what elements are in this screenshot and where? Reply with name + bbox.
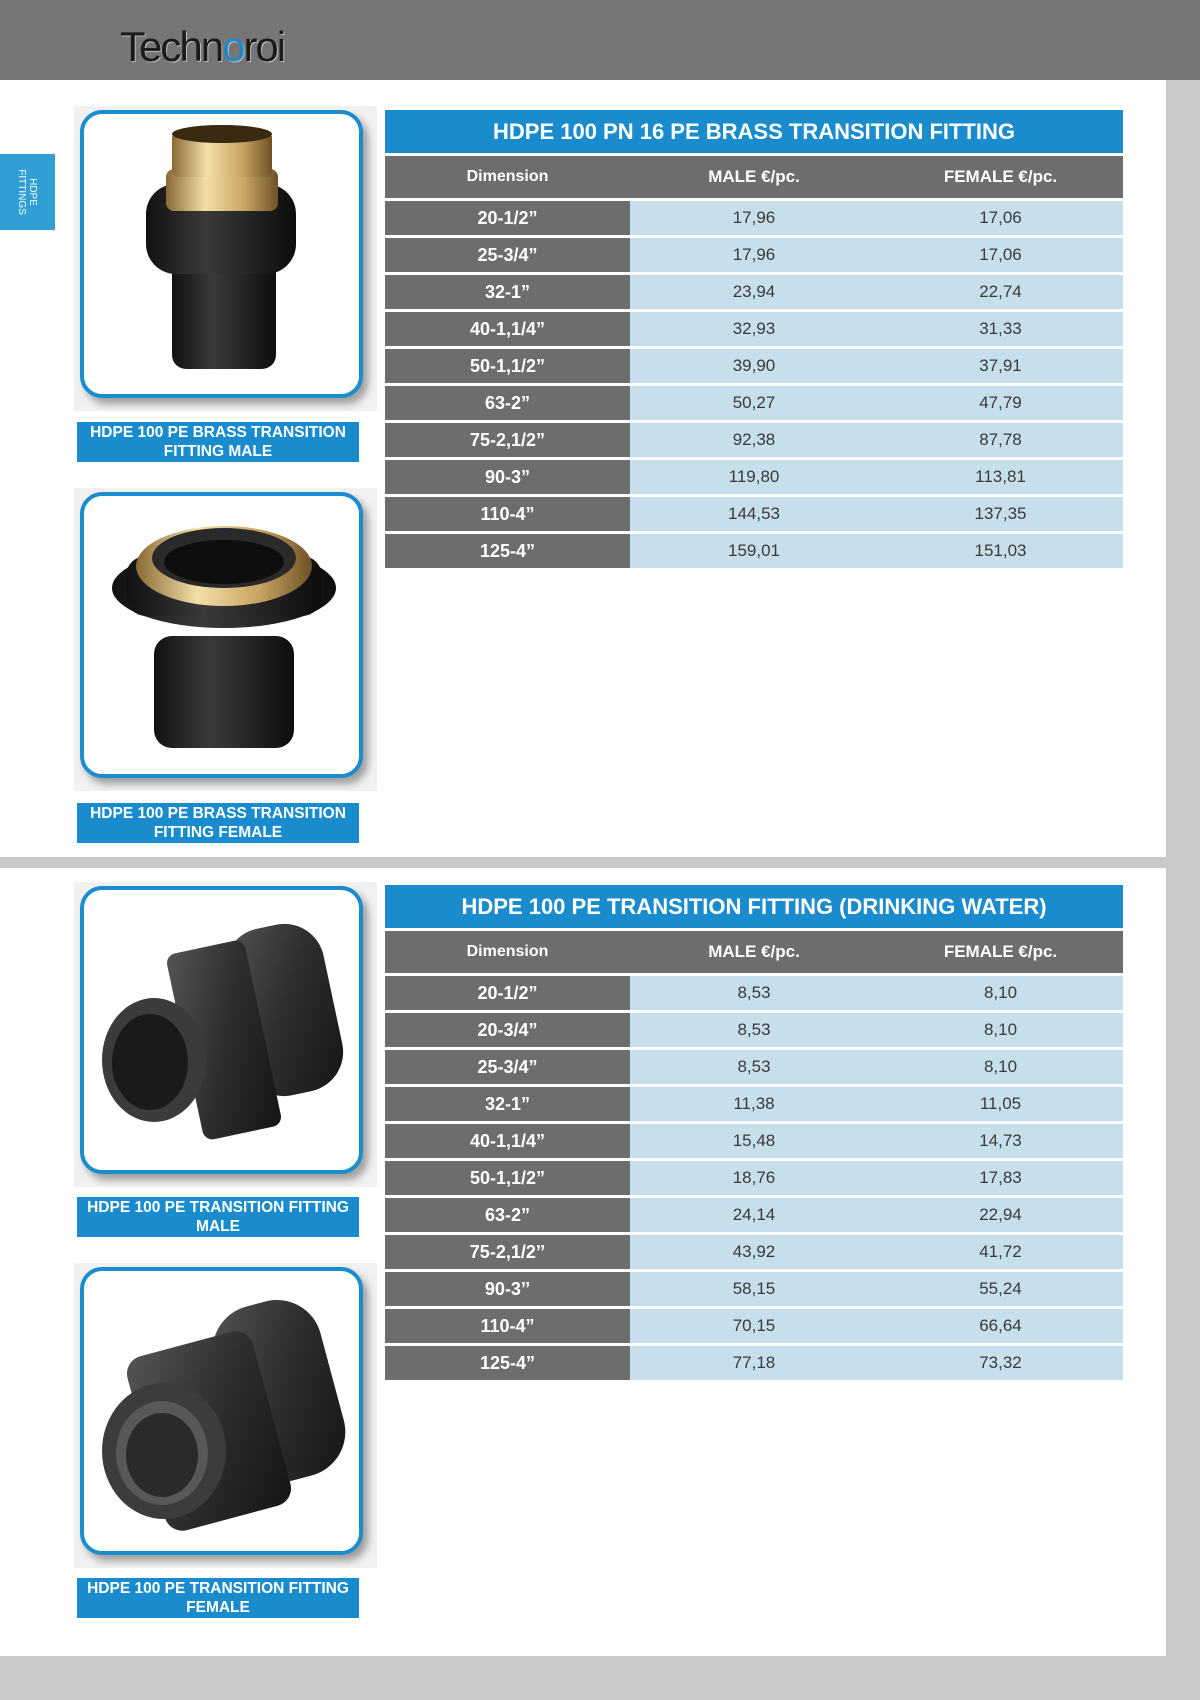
cell-male-price: 50,27: [630, 386, 878, 420]
cell-male-price: 70,15: [630, 1309, 878, 1343]
header-male: MALE €/pc.: [708, 942, 800, 961]
section-divider: [0, 857, 1166, 868]
cell-female-price: 37,91: [878, 349, 1123, 383]
cell-dimension: 75-2,1/2”: [385, 423, 630, 457]
table-row: [385, 1013, 1123, 1047]
header-male: MALE €/pc.: [708, 167, 800, 186]
table-row: [385, 497, 1123, 531]
cell-female-price: 66,64: [878, 1309, 1123, 1343]
product-image-brass-male: [74, 106, 377, 411]
cell-male-price: 39,90: [630, 349, 878, 383]
cell-female-price: 11,05: [878, 1087, 1123, 1121]
cell-female-price: 22,94: [878, 1198, 1123, 1232]
table-row: [385, 1198, 1123, 1232]
cell-female-price: 17,06: [878, 238, 1123, 272]
cell-male-price: 32,93: [630, 312, 878, 346]
cell-male-price: 159,01: [630, 534, 878, 568]
table-row: [385, 275, 1123, 309]
table-row: [385, 349, 1123, 383]
product-caption: HDPE 100 PE TRANSITION FITTING MALE: [77, 1197, 359, 1237]
cell-male-price: 23,94: [630, 275, 878, 309]
cell-dimension: 32-1”: [385, 1087, 630, 1121]
cell-male-price: 8,53: [630, 1050, 878, 1084]
cell-female-price: 8,10: [878, 1050, 1123, 1084]
section-side-tab: HDPE FITTINGS: [0, 154, 55, 230]
header-bar: [0, 0, 1200, 80]
cell-male-price: 24,14: [630, 1198, 878, 1232]
cell-dimension: 40-1,1/4”: [385, 1124, 630, 1158]
cell-female-price: 8,10: [878, 1013, 1123, 1047]
cell-female-price: 137,35: [878, 497, 1123, 531]
cell-dimension: 90-3”: [385, 460, 630, 494]
cell-dimension: 20-1/2”: [385, 976, 630, 1010]
cell-dimension: 63-2”: [385, 386, 630, 420]
price-table-drinking-water: [385, 885, 1123, 1380]
brass-female-fitting-image: [84, 496, 359, 774]
cell-male-price: 77,18: [630, 1346, 878, 1380]
cell-male-price: 8,53: [630, 976, 878, 1010]
pe-female-fitting-image: [84, 1271, 359, 1551]
cell-dimension: 40-1,1/4”: [385, 312, 630, 346]
cell-female-price: 22,74: [878, 275, 1123, 309]
product-caption: HDPE 100 PE BRASS TRANSITION FITTING MALE: [77, 422, 359, 462]
cell-dimension: 25-3/4”: [385, 1050, 630, 1084]
header-dimension: Dimension: [466, 943, 549, 960]
cell-dimension: 63-2”: [385, 1198, 630, 1232]
right-margin-bar: [1166, 80, 1200, 1700]
cell-dimension: 50-1,1/2”: [385, 1161, 630, 1195]
cell-female-price: 17,06: [878, 201, 1123, 235]
table-header: [385, 931, 1123, 973]
table-row: [385, 1309, 1123, 1343]
cell-dimension: 125-4”: [385, 1346, 630, 1380]
table-row: [385, 976, 1123, 1010]
cell-dimension: 20-3/4”: [385, 1013, 630, 1047]
cell-male-price: 144,53: [630, 497, 878, 531]
cell-female-price: 41,72: [878, 1235, 1123, 1269]
cell-dimension: 50-1,1/2”: [385, 349, 630, 383]
table-row: [385, 1346, 1123, 1380]
price-table-brass: [385, 110, 1123, 568]
table-title: HDPE 100 PN 16 PE BRASS TRANSITION FITTING: [385, 110, 1123, 153]
table-header: [385, 156, 1123, 198]
table-row: [385, 1087, 1123, 1121]
cell-dimension: 25-3/4”: [385, 238, 630, 272]
cell-dimension: 32-1”: [385, 275, 630, 309]
pe-male-fitting-image: [84, 890, 359, 1170]
table-row: [385, 534, 1123, 568]
cell-female-price: 14,73: [878, 1124, 1123, 1158]
product-caption: HDPE 100 PE BRASS TRANSITION FITTING FEMALE: [77, 803, 359, 843]
cell-dimension: 75-2,1/2’’: [385, 1235, 630, 1269]
header-female: FEMALE €/pc.: [943, 167, 1058, 186]
cell-male-price: 11,38: [630, 1087, 878, 1121]
table-row: [385, 423, 1123, 457]
product-image-brass-female: [74, 488, 377, 791]
cell-dimension: 90-3’’: [385, 1272, 630, 1306]
cell-female-price: 17,83: [878, 1161, 1123, 1195]
cell-male-price: 58,15: [630, 1272, 878, 1306]
cell-dimension: 125-4”: [385, 534, 630, 568]
cell-female-price: 87,78: [878, 423, 1123, 457]
cell-male-price: 18,76: [630, 1161, 878, 1195]
table-row: [385, 238, 1123, 272]
cell-male-price: 17,96: [630, 201, 878, 235]
cell-male-price: 43,92: [630, 1235, 878, 1269]
cell-female-price: 73,32: [878, 1346, 1123, 1380]
cell-female-price: 151,03: [878, 534, 1123, 568]
product-caption: HDPE 100 PE TRANSITION FITTING FEMALE: [77, 1578, 359, 1618]
cell-dimension: 20-1/2”: [385, 201, 630, 235]
table-row: [385, 460, 1123, 494]
table-row: [385, 1235, 1123, 1269]
cell-male-price: 92,38: [630, 423, 878, 457]
table-row: [385, 1272, 1123, 1306]
cell-male-price: 8,53: [630, 1013, 878, 1047]
cell-dimension: 110-4”: [385, 497, 630, 531]
cell-male-price: 15,48: [630, 1124, 878, 1158]
table-row: [385, 312, 1123, 346]
table-title: HDPE 100 PE TRANSITION FITTING (DRINKING WATER): [385, 885, 1123, 928]
table-row: [385, 1161, 1123, 1195]
cell-female-price: 31,33: [878, 312, 1123, 346]
cell-male-price: 119,80: [630, 460, 878, 494]
table-row: [385, 1124, 1123, 1158]
brass-male-fitting-image: [84, 114, 359, 394]
brand-logo: Technoroi: [120, 23, 285, 70]
cell-male-price: 17,96: [630, 238, 878, 272]
cell-female-price: 113,81: [878, 460, 1123, 494]
header-dimension: Dimension: [466, 168, 549, 185]
table-body: [385, 201, 1123, 568]
cell-dimension: 110-4”: [385, 1309, 630, 1343]
header-female: FEMALE €/pc.: [943, 942, 1058, 961]
table-body: [385, 976, 1123, 1380]
table-row: [385, 201, 1123, 235]
footer-bar: [0, 1656, 1200, 1700]
cell-female-price: 8,10: [878, 976, 1123, 1010]
table-row: [385, 1050, 1123, 1084]
product-image-pe-female: [74, 1263, 377, 1568]
product-image-pe-male: [74, 882, 377, 1187]
table-row: [385, 386, 1123, 420]
cell-female-price: 47,79: [878, 386, 1123, 420]
cell-female-price: 55,24: [878, 1272, 1123, 1306]
